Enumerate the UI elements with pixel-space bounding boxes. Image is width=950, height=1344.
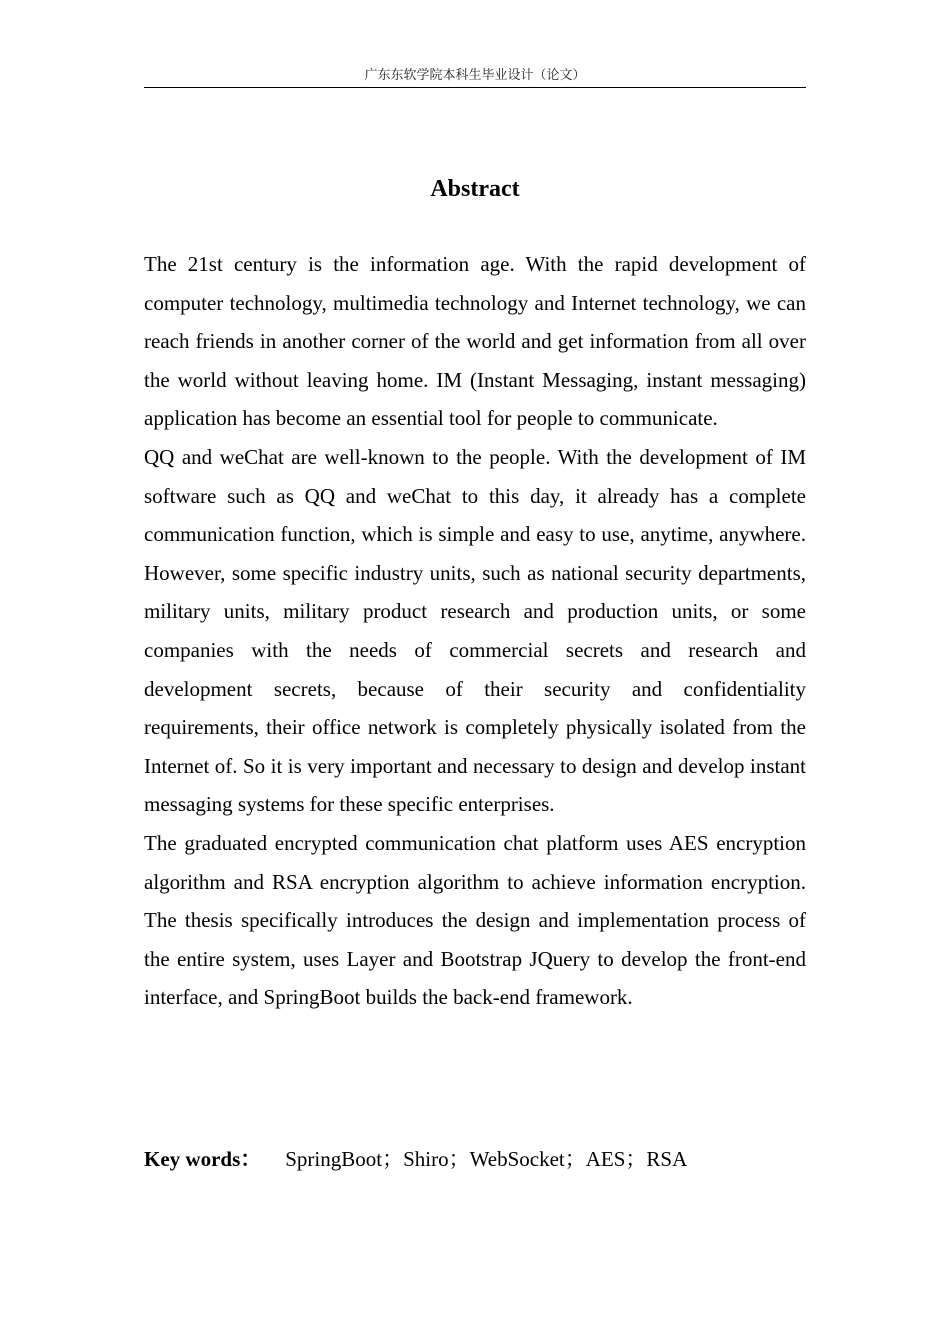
- page-header: [144, 66, 806, 88]
- abstract-body: [144, 245, 806, 1017]
- header-text: 广东东软学院本科生毕业设计（论文）: [364, 67, 586, 82]
- abstract-title: Abstract: [430, 176, 520, 202]
- keywords-value: SpringBoot；Shiro；WebSocket；AES；RSA: [285, 1147, 688, 1171]
- paragraph-1: The 21st century is the information age. With the rapid development of computer technology, multimedia technology and Internet technology, we can reach friends in another corner of the world and get information from all over the world without leaving home. IM (Instant Messaging, instant messaging) application has become an essential tool for people to communicate.: [144, 252, 806, 431]
- paragraph-3: The graduated encrypted communication chat platform uses AES encryption algorithm and RSA encryption algorithm to achieve information encryption. The thesis specifically introduces the design and implementation process of the entire system, uses Layer and Bootstrap JQuery to develop the front-end interface, and SpringBoot builds the back-end framework.: [144, 830, 806, 1010]
- paragraph-2: QQ and weChat are well-known to the people. With the development of IM software such as QQ and weChat to this day, it already has a complete communication function, which is simple and easy to use, anytime, anywhere. However, some specific industry units, such as national security departments, military units, military product research and production units, or some companies with the needs of commercial secrets and research and development secrets, because of their security and confidentiality requirements, their office network is completely physically isolated from the Internet of. So it is very important and necessary to design and develop instant messaging systems for these specific enterprises.: [144, 444, 806, 817]
- keywords-line: [144, 1142, 806, 1176]
- keywords-label: Key words：: [144, 1147, 262, 1171]
